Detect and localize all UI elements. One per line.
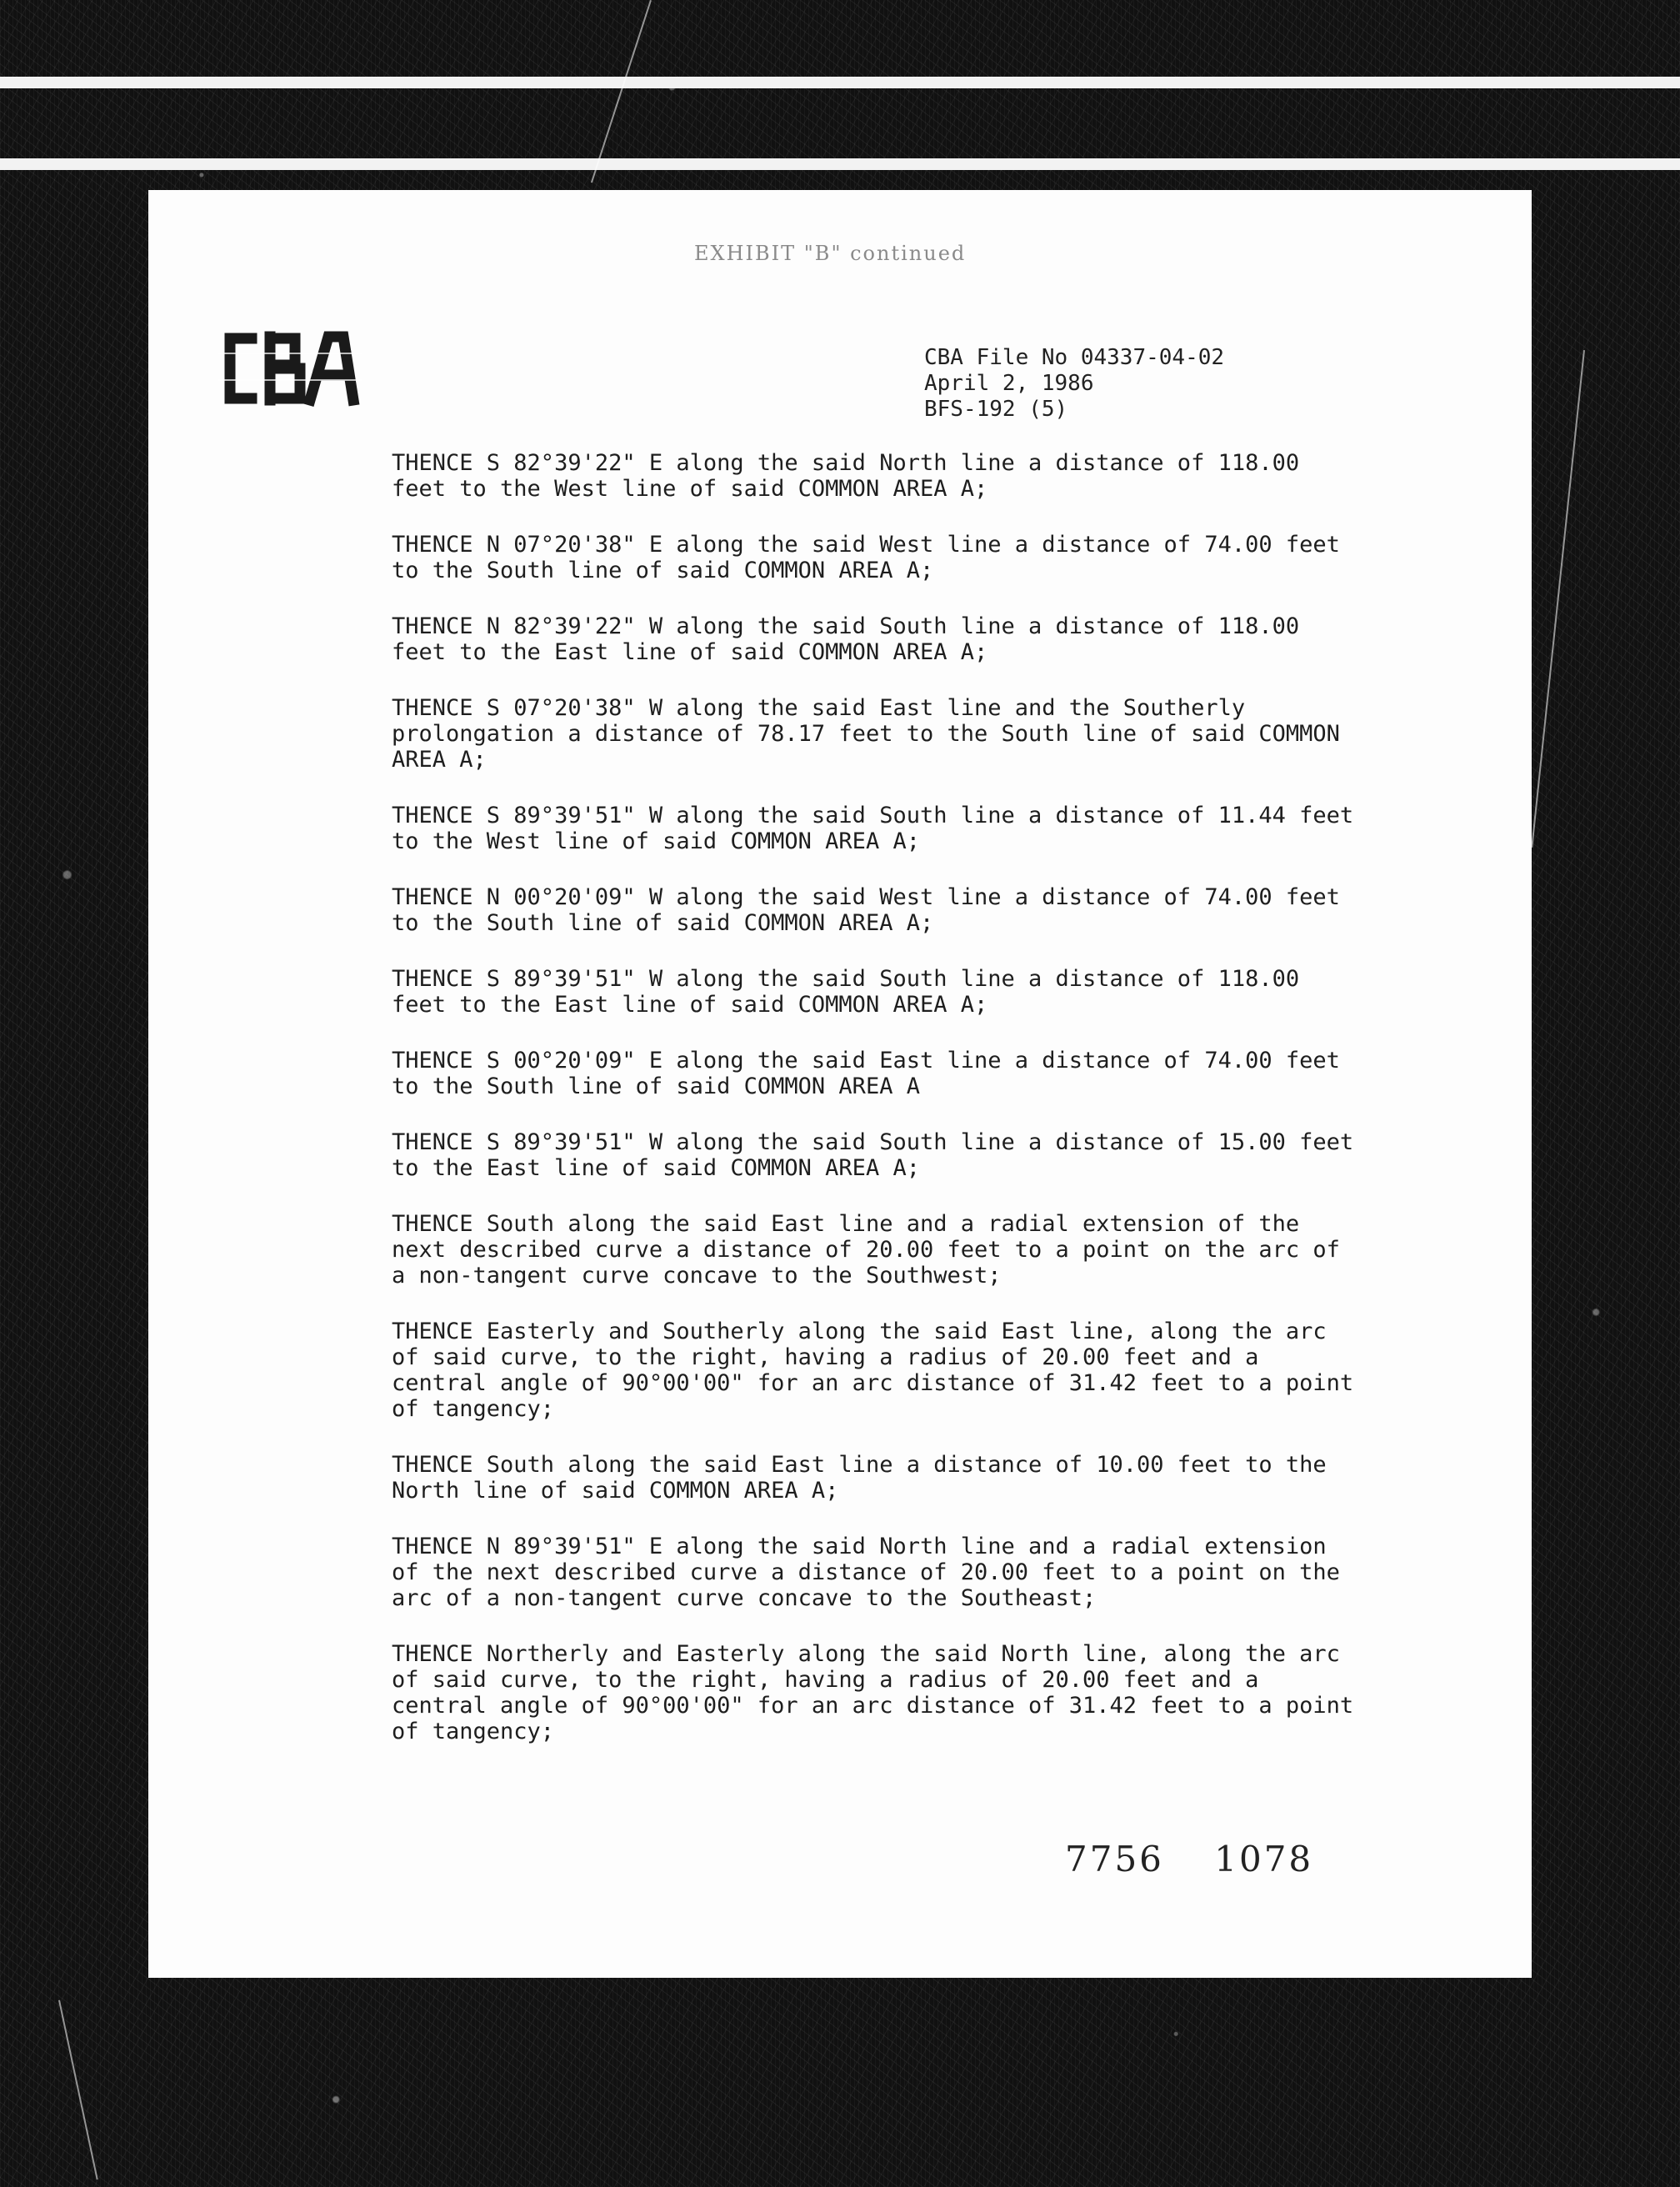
course-paragraph: THENCE S 00°20'09" E along the said East line a distance of 74.00 feet to the South line of said COMMON AREA A <box>392 1048 1340 1099</box>
course-paragraph: THENCE Northerly and Easterly along the said North line, along the arc of said curve, to the right, having a radius of 20.00 feet and a central angle of 90°00'00" for an arc distance of 31.42 feet to a point of tangency; <box>392 1641 1354 1744</box>
course-paragraph: THENCE N 07°20'38" E along the said West line a distance of 74.00 feet to the South line of said COMMON AREA A; <box>392 532 1340 583</box>
exhibit-title: EXHIBIT "B" continued <box>694 242 967 265</box>
file-number: CBA File No 04337-04-02 <box>924 345 1225 370</box>
course-paragraph: THENCE Easterly and Southerly along the said East line, along the arc of said curve, to the right, having a radius of 20.00 feet and a central angle of 90°00'00" for an arc distance of 31.42 feet to a point of tangency; <box>392 1319 1354 1422</box>
course-paragraph: THENCE South along the said East line a distance of 10.00 feet to the North line of said COMMON AREA A; <box>392 1452 1327 1504</box>
course-paragraph: THENCE S 07°20'38" W along the said East line and the Southerly prolongation a distance of 78.17 feet to the South line of said COMMON AREA A; <box>392 695 1340 773</box>
course-paragraph: THENCE N 82°39'22" W along the said South line a distance of 118.00 feet to the East line of said COMMON AREA A; <box>392 613 1300 665</box>
recording-page-numbers <box>1065 1839 1350 1879</box>
course-paragraph: THENCE South along the said East line and a radial extension of the next described curve a distance of 20.00 feet to a point on the arc of a non-tangent curve concave to the Southwest; <box>392 1211 1340 1289</box>
document-header-info <box>924 345 1224 423</box>
course-paragraph: THENCE S 89°39'51" W along the said South line a distance of 11.44 feet to the West line of said COMMON AREA A; <box>392 803 1354 854</box>
document-page <box>148 190 1532 1978</box>
course-paragraph: THENCE S 82°39'22" E along the said North line a distance of 118.00 feet to the West line of said COMMON AREA A; <box>392 450 1300 502</box>
cba-logo <box>218 328 362 408</box>
course-paragraph: THENCE S 89°39'51" W along the said South line a distance of 15.00 feet to the East line of said COMMON AREA A; <box>392 1129 1354 1181</box>
page-number: 1078 <box>1214 1839 1314 1879</box>
reference-code: BFS-192 (5) <box>924 397 1068 422</box>
scan-border-line <box>0 158 1680 170</box>
book-number: 7756 <box>1065 1839 1164 1879</box>
course-paragraph: THENCE N 00°20'09" W along the said West line a distance of 74.00 feet to the South line of said COMMON AREA A; <box>392 884 1340 936</box>
legal-description <box>392 450 1521 1774</box>
course-paragraph: THENCE S 89°39'51" W along the said South line a distance of 118.00 feet to the East line of said COMMON AREA A; <box>392 966 1300 1018</box>
scan-border-line <box>0 77 1680 88</box>
document-date: April 2, 1986 <box>924 371 1094 396</box>
course-paragraph: THENCE N 89°39'51" E along the said North line and a radial extension of the next described curve a distance of 20.00 feet to a point on the arc of a non-tangent curve concave to the Southeast; <box>392 1534 1340 1611</box>
